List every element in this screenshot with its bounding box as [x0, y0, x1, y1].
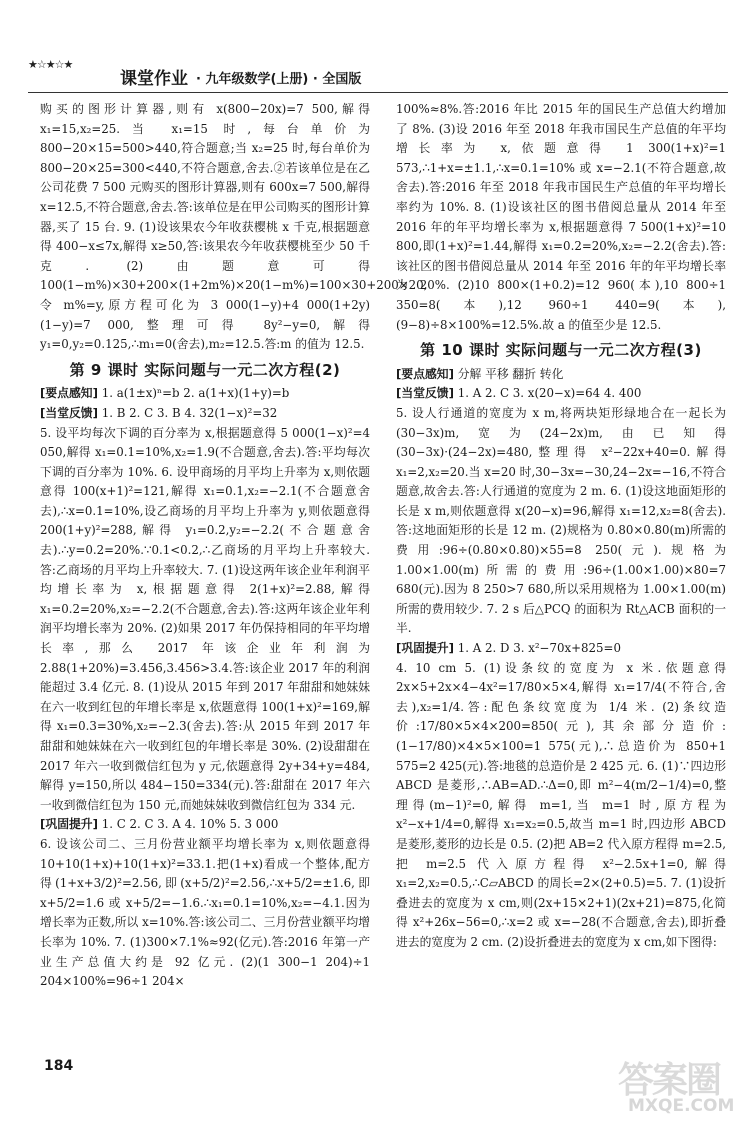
- section-heading: 第 10 课时 实际问题与一元二次方程(3): [420, 341, 702, 360]
- answer-paragraph: 6. 设该公司二、三月份营业额平均增长率为 x,则依题意得 10+10(1+x)+10(1+x)²=33.1.把(1+x)看成一个整体,配方得(1+x+3/2)²=2.56,即(x+5/2)²=2.56,∴x+5/2=±1.6,即 x+5/2=1.6 或 x+5/2=−1.6.∴x₁=0.1=10%,x₂=−4.1.因为增长率为正数,所以 x=10%.答:该公司二、三月份营业额平均增长率为 10%. 7. (1)300×7.1%≈92(亿元).答:2016 年第一产业生产总值大约是 92 亿元. (2)(1 300−1 204)÷1 204×100%=96÷1 204×: [40, 836, 370, 989]
- answer-line: [396, 384, 726, 404]
- answer-paragraph: 4. 10 cm 5. (1)设条纹的宽度为 x 米.依题意得 2x×5+2x×4−4x²=17/80×5×4,解得 x₁=17/4(不符合,舍去),x₂=1/4.答:配色条纹宽度为 1/4 米. (2)条纹造价:17/80×5×4×200=850(元),其余部分造价:(1−17/80)×4×5×100=1 575(元),∴总造价为 850+1 575=2 425(元).答:地毯的总造价是 2 425 元. 6. (1)∵四边形 ABCD 是菱形,∴AB=AD.∴Δ=0,即 m²−4(m/2−1/4)=0,整理得(m−1)²=0,解得 m=1,当 m=1 时,原方程为 x²−x+1/4=0,解得 x₁=x₂=0.5,故当 m=1 时,四边形 ABCD 是菱形,菱形的边长是 0.5. (2)把 AB=2 代入原方程得 m=2.5,把 m=2.5 代入原方程得 x²−2.5x+1=0,解得 x₁=2,x₂=0.5,∴C▱ABCD 的周长=2×(2+0.5)=5. 7. (1)设折叠进去的宽度为 x cm,则(2x+15×2+1)(2x+21)=875,化简得 x²+26x−56=0,∴x=2 或 x=−28(不合题意,舍去),即折叠进去的宽度为 2 cm. (2)设折叠进去的宽度为 x cm,如下图得:: [396, 660, 726, 949]
- answer-text: 1. A 2. D 3. x²−70x+825=0: [453, 641, 621, 656]
- section-label: [巩固提升]: [396, 641, 454, 656]
- book-subtitle: · 九年级数学(上册) · 全国版: [196, 72, 362, 87]
- answer-text: 分解 平移 翻折 转化: [453, 366, 564, 381]
- answer-text: 1. A 2. C 3. x(20−x)=64 4. 400: [453, 386, 642, 401]
- section-label: [当堂反馈]: [40, 405, 98, 420]
- watermark-logo: [610, 1050, 740, 1120]
- book-brand: 课堂作业: [120, 69, 188, 89]
- answer-paragraph: 5. 设人行通道的宽度为 x m,将两块矩形绿地合在一起长为(30−3x)m,宽为(24−2x)m,由已知得(30−3x)·(24−2x)=480,整理得 x²−22x+40=0.解得 x₁=2,x₂=20.当 x=20 时,30−3x=−30,24−2x=−16,不符合题意,故舍去.答:人行通道的宽度为 2 m. 6. (1)设这地面矩形的长是 x m,则依题意得 x(20−x)=96,解得 x₁=12,x₂=8(舍去).答:这地面矩形的长是 12 m. (2)规格为 0.80×0.80(m)所需的费用:96÷(0.80×0.80)×55=8 250(元).规格为 1.00×1.00(m)所需的费用:96÷(1.00×1.00)×80=7 680(元).因为 8 250>7 680,所以采用规格为 1.00×1.00(m)所需的费用较少. 7. 2 s 后△PCQ 的面积为 Rt△ACB 面积的一半.: [396, 405, 726, 636]
- answer-line: [40, 404, 370, 424]
- page-number: 184: [44, 1058, 74, 1074]
- answer-line: [40, 384, 370, 404]
- watermark-text: 答案圈: [618, 1060, 721, 1101]
- answer-line: [396, 639, 726, 659]
- answer-text: 1. a(1±x)ⁿ=b 2. a(1+x)(1+y)=b: [97, 386, 290, 401]
- section-heading: 第 9 课时 实际问题与一元二次方程(2): [69, 360, 341, 379]
- answer-paragraph: 5. 设平均每次下调的百分率为 x,根据题意得 5 000(1−x)²=4 050,解得 x₁=0.1=10%,x₂=1.9(不合题意,舍去).答:平均每次下调的百分率为 10%. 6. 设甲商场的月平均上升率为 x,则依题意得 100(x+1)²=121,解得 x₁=0.1,x₂=−2.1(不合题意舍去),∴x=0.1=10%,设乙商场的月平均上升率为 y,则依题意得 200(1+y)²=288,解得 y₁=0.2,y₂=−2.2(不合题意舍去).∴y=0.2=20%.∵0.1<0.2,∴乙商场的月平均上升率较大.答:乙商场的月平均上升率较大. 7. (1)设这两年该企业年利润平均增长率为 x,根据题意得 2(1+x)²=2.88,解得 x₁=0.2=20%,x₂=−2.2(不合题意,舍去).答:这两年该企业年利润平均增长率为 20%. (2)如果 2017 年仍保持相同的年平均增长率,那么 2017 年该企业年利润为 2.88(1+20%)=3.456,3.456>3.4.答:该企业 2017 年的利润能超过 3.4 亿元. 8. (1)设从 2015 年到 2017 年甜甜和她妹妹在六一收到红包的年增长率是 x,依题意得 100(1+x)²=169,解得 x₁=0.3=30%,x₂=−2.3(舍去).答:从 2015 年到 2017 年甜甜和她妹妹在六一收到红包的年增长率是 30%. (2)设甜甜在 2017 年六一收到微信红包为 y 元,依题意得 2y+34+y=484,解得 y=150,所以 484−150=334(元).答:甜甜在 2017 年六一收到微信红包为 150 元,而她妹妹收到微信红包为 334 元.: [40, 425, 370, 812]
- section-label: [巩固提升]: [40, 817, 98, 832]
- section-label: [要点感知]: [40, 386, 98, 401]
- answer-paragraph: 购买的图形计算器,则有 x(800−20x)=7 500,解得 x₁=15,x₂=25.当 x₁=15 时,每台单价为 800−20×15=500>440,符合题意;当 x₂=25 时,每台单价为 800−20×25=300<440,不符合题意,舍去.②若该单位是在乙公司花费 7 500 元购买的图形计算器,则有 600x=7 500,解得 x=12.5,不符合题意,舍去.答:该单位是在甲公司购买的图形计算器,买了 15 台. 9. (1)设该果农今年收获樱桃 x 千克,根据题意得 400−x≤7x,解得 x≥50,答:该果农今年收获樱桃至少 50 千克. (2)由题意可得 100(1−m%)×30+200×(1+2m%)×20(1−m%)=100×30+200×20,令 m%=y,原方程可化为 3 000(1−y)+4 000(1+2y)(1−y)=7 000,整理可得 8y²−y=0,解得 y₁=0,y₂=0.125,∴m₁=0(舍去),m₂=12.5.答:m 的值为 12.5.: [40, 102, 428, 352]
- answer-text: 1. C 2. C 3. A 4. 10% 5. 3 000: [97, 817, 279, 832]
- watermark-url: MXQE.COM: [628, 1096, 735, 1116]
- page-header: [28, 58, 728, 90]
- answer-paragraph: 100%≈8%.答:2016 年比 2015 年的国民生产总值大约增加了 8%. (3)设 2016 年至 2018 年我市国民生产总值的年平均增长率为 x,依题意得 1 300(1+x)²=1 573,∴1+x=±1.1,∴x=0.1=10% 或 x=−2.1(不符合题意,故舍去).答:2016 年至 2018 年我市国民生产总值的年平均增长率约为 10%. 8. (1)设该社区的图书借阅总量从 2014 年至 2016 年的年平均增长率为 x,根据题意得 7 500(1+x)²=10 800,即(1+x)²=1.44,解得 x₁=0.2=20%,x₂=−2.2(舍去).答:该社区的图书借阅总量从 2014 年至 2016 年的年平均增长率为 20%. (2)10 800×(1+0.2)=12 960(本),10 800÷1 350=8(本),12 960÷1 440=9(本),(9−8)÷8×100%=12.5%.故 a 的值至少是 12.5.: [396, 102, 726, 332]
- answer-line: [396, 365, 726, 385]
- header-divider: [28, 92, 728, 93]
- left-column: [40, 100, 428, 992]
- answer-line: [40, 815, 370, 835]
- answer-text: 1. B 2. C 3. B 4. 32(1−x)²=32: [97, 405, 278, 420]
- star-decoration-icon: ★☆★☆★: [28, 58, 73, 71]
- right-column: [396, 100, 726, 953]
- section-label: [要点感知]: [396, 366, 454, 381]
- section-label: [当堂反馈]: [396, 386, 454, 401]
